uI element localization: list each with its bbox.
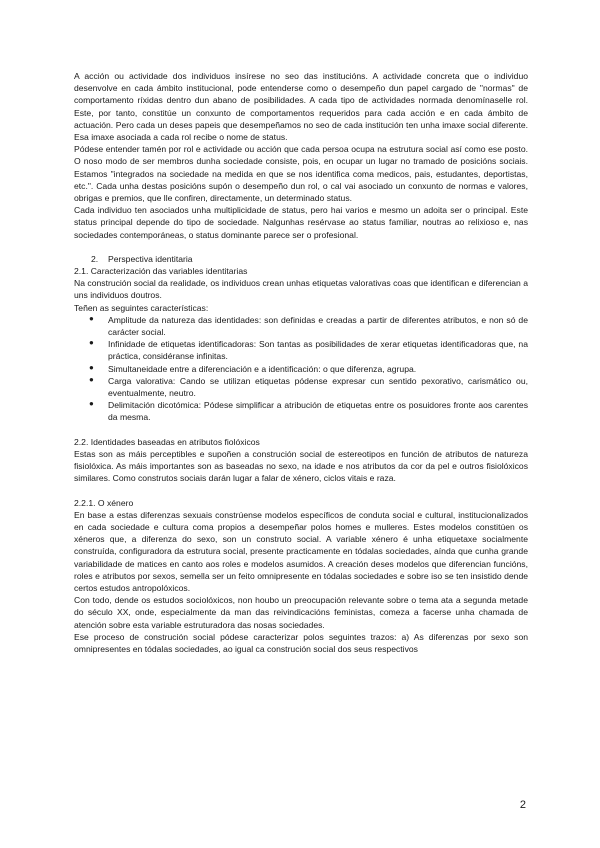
list-item-text: Delimitación dicotómica: Pódese simplificar a atribución de etiquetas entre os posuidores fronte aos carentes da mesma. (108, 400, 528, 423)
section-2-title: Perspectiva identitaria (108, 253, 193, 264)
bullet-icon: ● (89, 338, 94, 348)
section-2-number: 2. (91, 253, 99, 264)
subsection-2-2-heading: 2.2. Identidades baseadas en atributos fiolóxicos (74, 436, 260, 447)
intro-paragraph-1: A acción ou actividade dos individuos insírese no seo das institucións. A actividade concreta que o individuo desenvolve en cada ámbito institucional, pode entenderse como o desempeño dun papel cargado de "normas" de comportamento ríxidas dentro dun abano de posibilidades. A cada tipo de actividades normada denomínaselle rol. Este, por tanto, constitúe un conxunto de comportamentos requeridos para cada acción e en cada ámbito de actuación. Pero cada un deses papeis que desempeñamos no seo de cada institución ten unha imaxe social diferente. Esa imaxe asociada a cada rol recibe o nome de status. (74, 71, 528, 143)
subsection-2-2-text: Estas son as máis perceptibles e supoñen a construción social de estereotipos en función de atributos de natureza fisiolóxica. As máis importantes son as baseadas no sexo, na idade e nos atributos da cor da pel e outros fisiolóxicos similares. Como construtos sociais darán lugar a falar de xénero, ciclos vitais e raza. (74, 448, 528, 484)
subsection-2-2-1-paragraph-2: Con todo, dende os estudos sociolóxicos, non houbo un preocupación relevante sobre o tema ata a segunda metade do século XX, onde, especialmente da man das reivindicacións feministas, comeza a facerse unha chamada de atención sobre esta variable estruturadora das nosas sociedades. (74, 595, 528, 630)
bullet-icon: ● (89, 374, 94, 384)
intro-paragraph-3: Cada individuo ten asociados unha multiplicidade de status, pero hai varios e mesmo un adoita ser o principal. Este status principal depende do tipo de sociedade. Nalgunhas resérvase ao status familiar, noutras ao relixioso e, nas sociedades contemporáneas, o status dominante parece ser o profesional. (74, 205, 528, 240)
bullet-icon: ● (89, 399, 94, 409)
subsection-2-1-heading: 2.1. Caracterización das variables identitarias (74, 266, 248, 277)
subsection-2-2-1-paragraph-1: En base a estas diferenzas sexuais constrúense modelos específicos de conduta social e cultural, institucionalizados en cada sociedade e cultura coma propios a desempeñar polos homes e mulleres. Estes modelos constitúen os xéneros que, a diferenza do sexo, son un construto social. A variable xénero é unha etiquetaxe socialmente construída, configuradora da estrutura social, presente practicamente en tódalas sociedades, aínda que cunha grande variabilidade de matices en canto aos roles e modelos asumidos. A creación deses modelos que diferencian funcións, roles e atributos por sexos, semella ser un feito omnipresente en tódalas sociedades e sobre iso se ten insistido dende certos estudos antropolóxicos. (74, 509, 528, 593)
characteristics-list (74, 314, 528, 424)
subsection-2-2-1-paragraph-3: Ese proceso de construción social pódese caracterizar polos seguintes trazos: a) As diferenzas por sexo son omnipresentes en tódalas sociedades, ao igual ca construción social dos seus respectivos (74, 631, 528, 654)
subsection-2-1-text: Na construción social da realidade, os individuos crean unhas etiquetas valorativas coas que identifican e diferencian a uns individuos doutros. (74, 278, 528, 301)
list-item-text: Amplitude da natureza das identidades: son definidas e creadas a partir de diferentes atributos, e non só de carácter social. (108, 314, 528, 338)
list-item (74, 363, 528, 375)
list-item-text: Infinidade de etiquetas identificadoras: Son tantas as posibilidades de xerar etiquetas identificadoras que, na práctica, considéranse infinitas. (108, 339, 528, 362)
intro-paragraph-2: Pódese entender tamén por rol e actividade ou acción que cada persoa ocupa na estrutura social así como ese posto. O noso modo de ser membros dunha sociedade consiste, pois, en ocupar un lugar no tramado de posicións sociais. Estamos "integrados na sociedade na medida en que se nos identifica coma medicos, pais, estudantes, deportistas, etc.". Cada unha destas posicións supón o desempeño dun rol, o cal vai asociado un conxunto de normas e valores, obrigas e premios, que lle confiren, directamente, un determinado status. (74, 144, 528, 204)
subsection-2-2-1-heading: 2.2.1. O xénero (74, 497, 134, 508)
bullet-icon: ● (89, 362, 94, 372)
page-content (74, 70, 528, 655)
list-item-text: Carga valorativa: Cando se utilizan etiquetas pódense expresar cun sentido pexorativo, carismático ou, eventualmente, neutro. (108, 375, 528, 399)
list-item (74, 399, 528, 423)
subsection-2-1-lead: Teñen as seguintes características: (74, 302, 209, 313)
bullet-icon: ● (89, 313, 94, 323)
list-item (74, 314, 528, 338)
section-2-heading (91, 253, 528, 265)
page-number: 2 (519, 799, 526, 811)
list-item (74, 375, 528, 399)
list-item (74, 338, 528, 362)
list-item-text: Simultaneidade entre a diferenciación e a identificación: o que diferenza, agrupa. (108, 363, 417, 374)
